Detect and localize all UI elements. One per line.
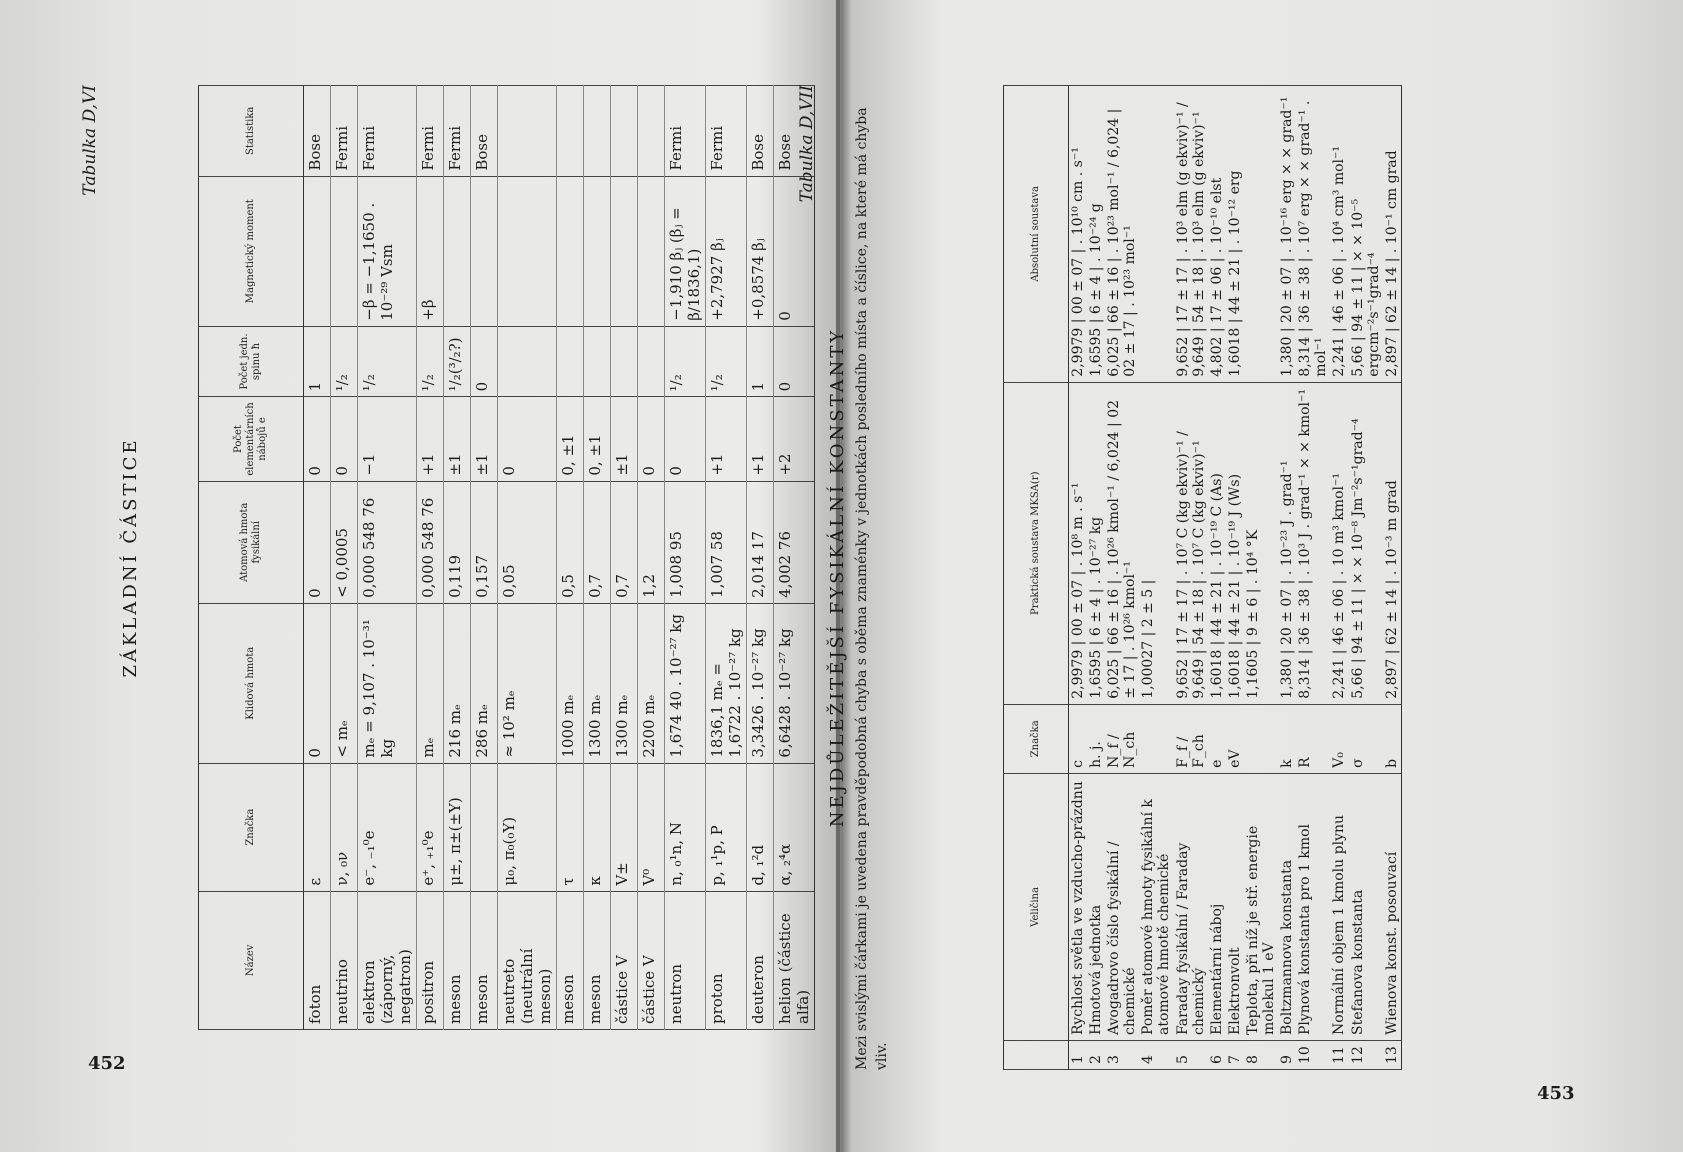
table-cell: [444, 176, 471, 326]
table-cell: částice V: [638, 891, 665, 1029]
table-cell: 0,000 548 76: [417, 481, 444, 603]
table-cell: 6: [1208, 1041, 1226, 1070]
column-header: Praktická soustava MKSA(r): [1004, 382, 1069, 704]
table-cell: < 0,0005: [331, 481, 358, 603]
table-cell: [611, 86, 638, 177]
table-cell: 2,014 17: [747, 481, 774, 603]
table-cell: −1,910 βⱼ (βⱼ = β/1836,1): [665, 176, 706, 326]
particles-table: [198, 85, 815, 1030]
table-cell: 2,9979 | 00 ± 07 | . 10¹⁰ cm . s⁻¹: [1069, 86, 1088, 383]
table-cell: e⁻, ₋₁⁰e: [358, 763, 417, 891]
table-cell: +1: [706, 397, 747, 481]
table-cell: Bose: [747, 86, 774, 177]
table-cell: 2,241 | 46 ± 06 | . 10⁴ cm³ mol⁻¹: [1330, 86, 1348, 383]
table-cell: ¹/₂: [417, 326, 444, 397]
table-row: [638, 86, 665, 1030]
table-cell: 9,652 | 17 ± 17 | . 10³ elm (g ekviv)⁻¹ / 9,649 | 54 ± 18 | . 10³ elm (g ekviv)⁻¹: [1174, 86, 1208, 383]
table-cell: 5,66 | 94 ± 11 | × × 10⁻⁸ Jm⁻²s⁻¹grad⁻⁴: [1349, 382, 1383, 704]
table-cell: 7: [1226, 1041, 1244, 1070]
table-cell: 4,802 | 17 ± 06 | . 10⁻¹⁰ elst: [1208, 86, 1226, 383]
table-cell: 2,9979 | 00 ± 07 | . 10⁸ m . s⁻¹: [1069, 382, 1088, 704]
table-cell: 1,1605 | 9 ± 6 | . 10⁴ °K: [1244, 382, 1278, 704]
table-cell: ¹/₂: [358, 326, 417, 397]
table-row: [774, 86, 815, 1030]
table-cell: mₑ = 9,107 . 10⁻³¹ kg: [358, 603, 417, 763]
table-cell: 216 mₑ: [444, 603, 471, 763]
table-cell: 10: [1296, 1041, 1330, 1070]
table-label-d6: Tabulka D,VI: [80, 85, 100, 196]
table-cell: [638, 326, 665, 397]
table-cell: 0: [498, 397, 557, 481]
table-cell: ¹/₂: [665, 326, 706, 397]
table-cell: 6,025 | 66 ± 16 | . 10²⁶ kmol⁻¹ / 6,024 | 02 ± 17 | . 10²⁶ kmol⁻¹: [1105, 382, 1139, 704]
table-cell: částice V: [611, 891, 638, 1029]
table-row: [557, 86, 584, 1030]
table-cell: Avogadrovo číslo fysikální / chemické: [1105, 773, 1139, 1040]
table-cell: +0,8574 βⱼ: [747, 176, 774, 326]
table-cell: 0: [331, 397, 358, 481]
table-cell: e⁺, ₊₁⁰e: [417, 763, 444, 891]
table-cell: 1300 mₑ: [611, 603, 638, 763]
table-row: [331, 86, 358, 1030]
table-row: [1208, 86, 1226, 1070]
table-cell: 0,05: [498, 481, 557, 603]
table-row: [417, 86, 444, 1030]
table-cell: 1,6018 | 44 ± 21 | . 10⁻¹⁹ C (As): [1208, 382, 1226, 704]
table-cell: Fermi: [665, 86, 706, 177]
table-cell: 0,7: [584, 481, 611, 603]
table-cell: Fermi: [444, 86, 471, 177]
table-cell: Fermi: [331, 86, 358, 177]
table-cell: 8,314 | 36 ± 38 | . 10³ J . grad⁻¹ × × kmol⁻¹: [1296, 382, 1330, 704]
table-cell: 1,6595 | 6 ± 4 | . 10⁻²⁷ kg: [1087, 382, 1105, 704]
table-row: [611, 86, 638, 1030]
table-cell: 0,7: [611, 481, 638, 603]
table-cell: deuteron: [747, 891, 774, 1029]
table-cell: 6,025 | 66 ± 16 | . 10²³ mol⁻¹ / 6,024 | 02 ± 17 | . 10²³ mol⁻¹: [1105, 86, 1139, 383]
table-row: [1244, 86, 1278, 1070]
table-cell: +2,7927 βⱼ: [706, 176, 747, 326]
table-row: [471, 86, 498, 1030]
table-cell: V±: [611, 763, 638, 891]
column-header: Veličina: [1004, 773, 1069, 1040]
table-cell: 1,674 40 . 10⁻²⁷ kg: [665, 603, 706, 763]
table-cell: ¹/₂(³/₂?): [444, 326, 471, 397]
table-cell: F_f / F_ch: [1174, 704, 1208, 773]
table-cell: 1300 mₑ: [584, 603, 611, 763]
table-cell: helion (částice alfa): [774, 891, 815, 1029]
table-cell: ±1: [611, 397, 638, 481]
table-cell: [611, 326, 638, 397]
table-cell: Bose: [304, 86, 331, 177]
table-cell: Poměr atomové hmoty fysikální k atomové hmotě chemické: [1139, 773, 1173, 1040]
table-cell: e: [1208, 704, 1226, 773]
table-cell: [584, 86, 611, 177]
table-cell: 0,5: [557, 481, 584, 603]
table-cell: [304, 176, 331, 326]
table-cell: [471, 763, 498, 891]
table-cell: +1: [747, 397, 774, 481]
table-cell: Boltzmannova konstanta: [1278, 773, 1296, 1040]
table-cell: 1,007 58: [706, 481, 747, 603]
table-cell: [1139, 704, 1173, 773]
table-cell: 4: [1139, 1041, 1173, 1070]
table-cell: [1139, 86, 1173, 383]
table-cell: τ: [557, 763, 584, 891]
table-cell: Stefanova konstanta: [1349, 773, 1383, 1040]
table-cell: neutron: [665, 891, 706, 1029]
table-cell: [638, 86, 665, 177]
table-cell: 0: [471, 326, 498, 397]
table-cell: 1836,1 mₑ = 1,6722 . 10⁻²⁷ kg: [706, 603, 747, 763]
table-cell: meson: [471, 891, 498, 1029]
table-cell: +2: [774, 397, 815, 481]
table-label-d7: Tabulka D,VII: [797, 85, 817, 203]
table-cell: 9: [1278, 1041, 1296, 1070]
column-header: Název: [199, 891, 304, 1029]
table-row: [584, 86, 611, 1030]
constants-note: Mezi svislými čárkami je uvedena pravděpodobná chyba s oběma znaménky v jednotkách posledního místa a číslice, na které má chyba vliv.: [854, 107, 890, 1070]
table-cell: 1: [304, 326, 331, 397]
table-cell: < mₑ: [331, 603, 358, 763]
table-cell: b: [1383, 704, 1402, 773]
table-row: [1139, 86, 1173, 1070]
table-cell: 1000 mₑ: [557, 603, 584, 763]
table-cell: Elementární náboj: [1208, 773, 1226, 1040]
table-cell: 6,6428 . 10⁻²⁷ kg: [774, 603, 815, 763]
table-cell: ±1: [444, 397, 471, 481]
column-header: Statistika: [199, 86, 304, 177]
table-cell: ≈ 10² mₑ: [498, 603, 557, 763]
table-row: [1069, 86, 1088, 1070]
table-cell: c: [1069, 704, 1088, 773]
constants-title: NEJDŮLEŽITĚJŠÍ FYSIKÁLNÍ KONSTANTY: [827, 327, 848, 828]
table-cell: 0,157: [471, 481, 498, 603]
table-cell: ε: [304, 763, 331, 891]
table-cell: 11: [1330, 1041, 1348, 1070]
table-cell: [1244, 86, 1278, 383]
table-cell: [584, 326, 611, 397]
table-cell: [557, 326, 584, 397]
table-cell: 0: [304, 481, 331, 603]
table-cell: [557, 176, 584, 326]
table-cell: ±1: [471, 397, 498, 481]
table-cell: d, ₁²d: [747, 763, 774, 891]
table-cell: elektron (záporný, negatron): [358, 891, 417, 1029]
table-cell: ν, ₀ν: [331, 763, 358, 891]
table-cell: 5,66 | 94 ± 11 | × × 10⁻⁵ ergcm⁻²s⁻¹grad⁻⁴: [1349, 86, 1383, 383]
table-row: [706, 86, 747, 1030]
table-cell: foton: [304, 891, 331, 1029]
table-cell: Teplota, při níž je stř. energie molekul 1 eV: [1244, 773, 1278, 1040]
table-cell: 5: [1174, 1041, 1208, 1070]
table-cell: [498, 86, 557, 177]
table-cell: Fermi: [358, 86, 417, 177]
table-cell: mₑ: [417, 603, 444, 763]
table-row: [1330, 86, 1348, 1070]
table-cell: [611, 176, 638, 326]
table-cell: 1,6018 | 44 ± 21 | . 10⁻¹² erg: [1226, 86, 1244, 383]
table-cell: V₀: [1330, 704, 1348, 773]
column-header: [1004, 1041, 1069, 1070]
table-cell: neutreto (neutrální meson): [498, 891, 557, 1029]
table-cell: Faraday fysikální / Faraday chemický: [1174, 773, 1208, 1040]
table-cell: 1,00027 | 2 ± 5 |: [1139, 382, 1173, 704]
table-cell: [471, 176, 498, 326]
table-cell: 1,6595 | 6 ± 4 | . 10⁻²⁴ g: [1087, 86, 1105, 383]
column-header: Značka: [199, 763, 304, 891]
constants-table: [1003, 85, 1402, 1070]
table-cell: +1: [417, 397, 444, 481]
table-cell: 2,241 | 46 ± 06 | . 10 m³ kmol⁻¹: [1330, 382, 1348, 704]
table-cell: V⁰: [638, 763, 665, 891]
table-cell: proton: [706, 891, 747, 1029]
page-number-left: 452: [88, 1053, 126, 1074]
table-row: [1174, 86, 1208, 1070]
table-cell: −β = −1,1650 . 10⁻²⁹ Vsm: [358, 176, 417, 326]
table-cell: Plynová konstanta pro 1 kmol: [1296, 773, 1330, 1040]
table-cell: 13: [1383, 1041, 1402, 1070]
table-cell: μ₀, π₀(₀Y): [498, 763, 557, 891]
table-cell: 0: [638, 397, 665, 481]
table-cell: 0: [304, 603, 331, 763]
column-header: Počet elementárních nábojů e: [199, 397, 304, 481]
table-cell: 3: [1105, 1041, 1139, 1070]
particles-title: ZÁKLADNÍ ČÁSTICE: [120, 437, 141, 678]
table-cell: 0: [304, 397, 331, 481]
table-cell: 9,652 | 17 ± 17 | . 10⁷ C (kg ekviv)⁻¹ / 9,649 | 54 ± 18 | . 10⁷ C (kg ekviv)⁻¹: [1174, 382, 1208, 704]
table-cell: 12: [1349, 1041, 1383, 1070]
table-cell: 1: [747, 326, 774, 397]
table-cell: [1244, 704, 1278, 773]
table-cell: [331, 176, 358, 326]
table-cell: −1: [358, 397, 417, 481]
table-cell: Bose: [774, 86, 815, 177]
table-cell: Fermi: [417, 86, 444, 177]
table-cell: ¹/₂: [706, 326, 747, 397]
table-row: [444, 86, 471, 1030]
table-cell: positron: [417, 891, 444, 1029]
table-cell: eV: [1226, 704, 1244, 773]
table-cell: Hmotová jednotka: [1087, 773, 1105, 1040]
column-header: Značka: [1004, 704, 1069, 773]
column-header: Atomová hmota fysikální: [199, 481, 304, 603]
table-cell: n, ₀¹n, N: [665, 763, 706, 891]
column-header: Klidová hmota: [199, 603, 304, 763]
table-cell: 1,6018 | 44 ± 21 | . 10⁻¹⁹ J (Ws): [1226, 382, 1244, 704]
table-cell: σ: [1349, 704, 1383, 773]
table-cell: μ±, π±(±Y): [444, 763, 471, 891]
table-cell: 1,380 | 20 ± 07 | . 10⁻¹⁶ erg × × grad⁻¹: [1278, 86, 1296, 383]
table-cell: +β: [417, 176, 444, 326]
table-cell: α, ₂⁴α: [774, 763, 815, 891]
table-cell: Bose: [471, 86, 498, 177]
table-cell: meson: [444, 891, 471, 1029]
table-cell: 1,008 95: [665, 481, 706, 603]
table-cell: 8,314 | 36 ± 38 | . 10⁷ erg × × grad⁻¹ . mol⁻¹: [1296, 86, 1330, 383]
table-cell: 1: [1069, 1041, 1088, 1070]
table-cell: 0,119: [444, 481, 471, 603]
table-cell: Elektronvolt: [1226, 773, 1244, 1040]
table-cell: 2: [1087, 1041, 1105, 1070]
table-row: [1226, 86, 1244, 1070]
table-cell: R: [1296, 704, 1330, 773]
table-cell: ¹/₂: [331, 326, 358, 397]
table-row: [1105, 86, 1139, 1070]
table-cell: κ: [584, 763, 611, 891]
table-cell: 3,3426 . 10⁻²⁷ kg: [747, 603, 774, 763]
table-cell: 8: [1244, 1041, 1278, 1070]
table-cell: [638, 176, 665, 326]
column-header: Absolutní soustava: [1004, 86, 1069, 383]
table-cell: 4,002 76: [774, 481, 815, 603]
table-row: [1278, 86, 1296, 1070]
table-cell: 2,897 | 62 ± 14 | . 10⁻¹ cm grad: [1383, 86, 1402, 383]
table-row: [304, 86, 331, 1030]
table-cell: 0, ±1: [584, 397, 611, 481]
constants-table-block: [797, 85, 1583, 1070]
table-cell: neutrino: [331, 891, 358, 1029]
table-row: [1296, 86, 1330, 1070]
page-number-right: 453: [1537, 1083, 1575, 1104]
table-cell: 2,897 | 62 ± 14 | . 10⁻³ m grad: [1383, 382, 1402, 704]
table-cell: 0: [774, 326, 815, 397]
table-cell: k: [1278, 704, 1296, 773]
table-cell: 0: [665, 397, 706, 481]
table-cell: 0,000 548 76: [358, 481, 417, 603]
table-cell: 0, ±1: [557, 397, 584, 481]
table-cell: meson: [557, 891, 584, 1029]
table-row: [1349, 86, 1383, 1070]
table-row: [498, 86, 557, 1030]
column-header: Počet jedn. spinu ħ: [199, 326, 304, 397]
table-cell: Normální objem 1 kmolu plynu: [1330, 773, 1348, 1040]
table-row: [1383, 86, 1402, 1070]
table-cell: N_f / N_ch: [1105, 704, 1139, 773]
table-row: [665, 86, 706, 1030]
table-cell: Fermi: [706, 86, 747, 177]
table-cell: h. j.: [1087, 704, 1105, 773]
table-cell: 286 mₑ: [471, 603, 498, 763]
table-cell: [557, 86, 584, 177]
table-cell: [498, 326, 557, 397]
table-cell: 1,2: [638, 481, 665, 603]
table-cell: 2200 mₑ: [638, 603, 665, 763]
table-row: [747, 86, 774, 1030]
column-header: Magnetický moment: [199, 176, 304, 326]
table-cell: p, ₁¹p, P: [706, 763, 747, 891]
table-cell: 1,380 | 20 ± 07 | . 10⁻²³ J . grad⁻¹: [1278, 382, 1296, 704]
table-cell: Rychlost světla ve vzducho-prázdnu: [1069, 773, 1088, 1040]
table-cell: 0: [774, 176, 815, 326]
table-row: [358, 86, 417, 1030]
table-cell: [584, 176, 611, 326]
table-row: [1087, 86, 1105, 1070]
table-cell: Wienova konst. posouvací: [1383, 773, 1402, 1040]
table-cell: meson: [584, 891, 611, 1029]
table-cell: [498, 176, 557, 326]
